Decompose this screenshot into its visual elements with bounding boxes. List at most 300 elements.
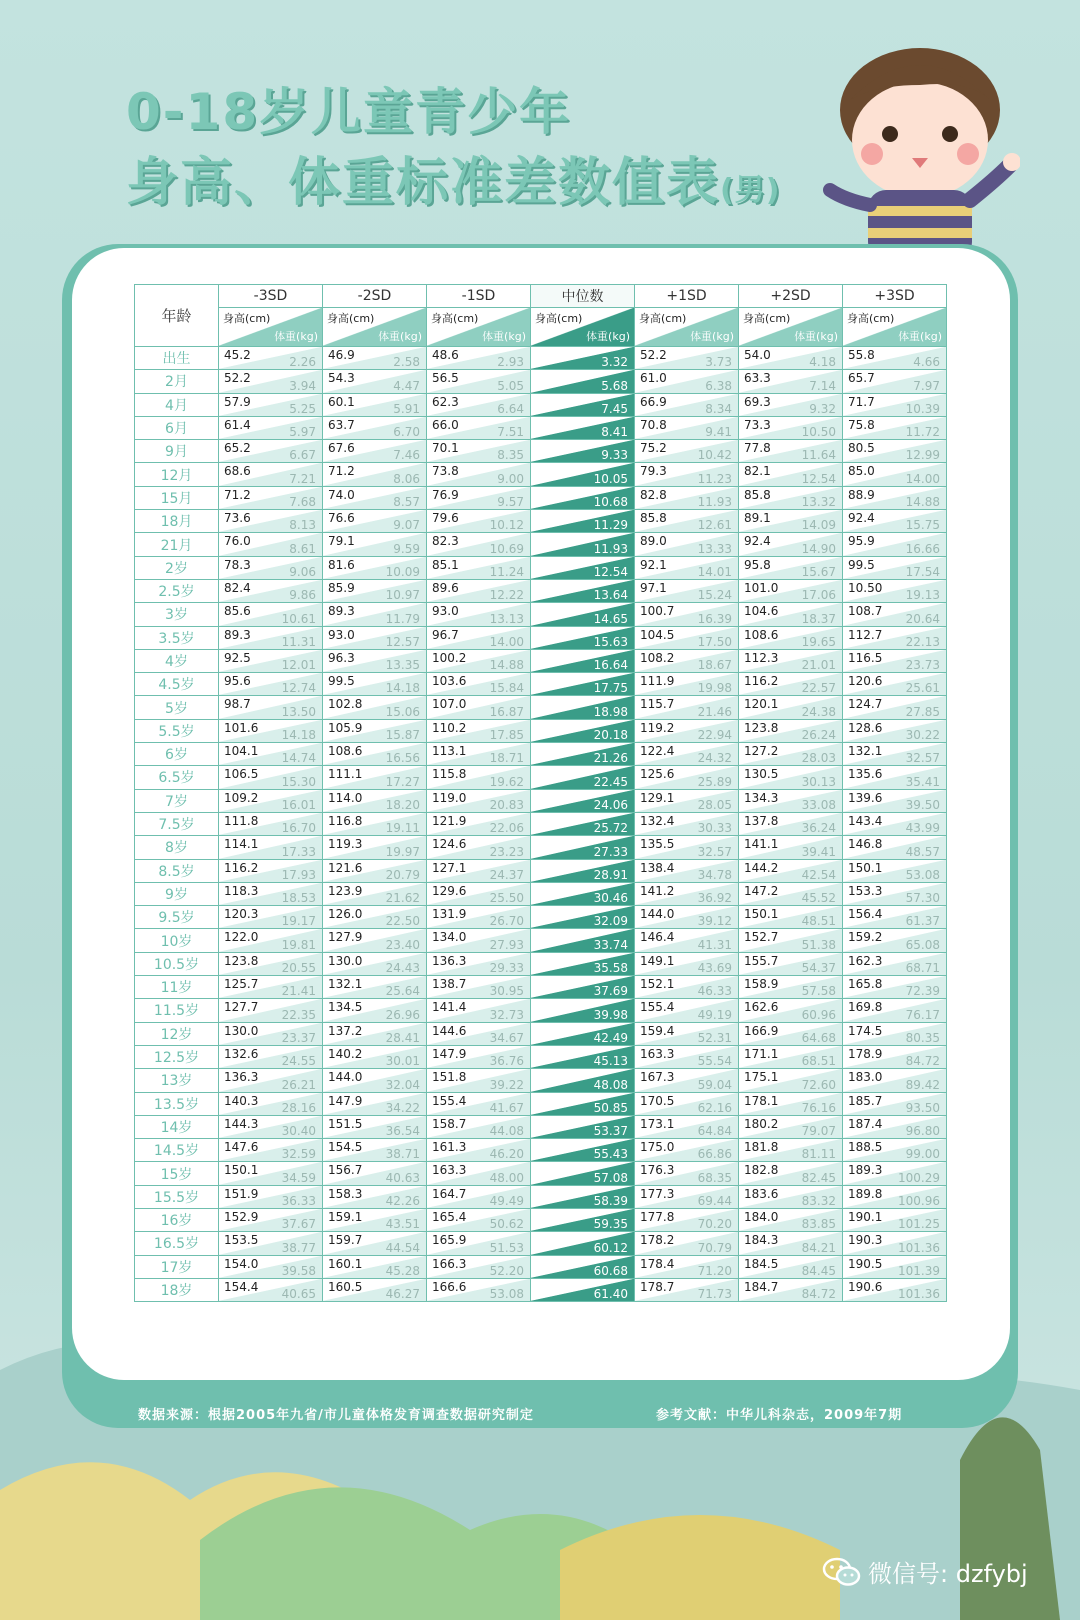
height-value: 82.3 xyxy=(432,534,459,549)
height-value: 178.2 xyxy=(640,1233,675,1248)
weight-value: 15.30 xyxy=(281,774,316,789)
weight-value: 101.36 xyxy=(898,1240,940,1255)
value-cell xyxy=(739,999,843,1022)
height-value: 174.5 xyxy=(848,1023,883,1038)
sd-header: -3SD xyxy=(219,285,323,308)
weight-value: 29.33 xyxy=(489,961,524,976)
height-value: 63.7 xyxy=(328,417,355,432)
weight-value: 8.41 xyxy=(601,425,628,440)
weight-value: 30.40 xyxy=(281,1124,316,1139)
weight-value: 36.33 xyxy=(281,1193,316,1208)
weight-value: 12.57 xyxy=(385,634,420,649)
value-cell xyxy=(219,673,323,696)
height-value: 163.0 xyxy=(536,1093,571,1108)
weight-value: 36.24 xyxy=(801,821,836,836)
value-cell xyxy=(739,579,843,602)
median-cell xyxy=(531,929,635,952)
value-cell xyxy=(739,393,843,416)
weight-value: 10.61 xyxy=(281,611,316,626)
height-value: 118.3 xyxy=(224,883,259,898)
height-value: 124.0 xyxy=(536,790,571,805)
height-value: 100.2 xyxy=(432,650,467,665)
value-cell xyxy=(427,440,531,463)
value-cell xyxy=(323,1022,427,1045)
weight-value: 34.59 xyxy=(281,1170,316,1185)
sd-header-median: 中位数 xyxy=(531,285,635,308)
weight-value: 11.72 xyxy=(905,425,940,440)
age-cell: 2月 xyxy=(135,370,219,393)
height-value: 68.4 xyxy=(536,417,563,432)
value-cell xyxy=(635,789,739,812)
median-cell xyxy=(531,976,635,999)
weight-value: 8.13 xyxy=(289,518,316,533)
value-cell xyxy=(219,1092,323,1115)
height-value: 130.0 xyxy=(536,837,571,852)
value-cell xyxy=(843,1139,947,1162)
value-cell xyxy=(635,696,739,719)
height-value: 95.8 xyxy=(744,557,771,572)
value-cell xyxy=(219,743,323,766)
height-value: 188.5 xyxy=(848,1140,883,1155)
weight-value: 42.26 xyxy=(385,1193,420,1208)
weight-value: 28.41 xyxy=(385,1030,420,1045)
table-row xyxy=(135,836,947,859)
height-value: 183.6 xyxy=(744,1186,779,1201)
height-value: 73.8 xyxy=(432,464,459,479)
height-value: 144.2 xyxy=(744,860,779,875)
height-value: 121.6 xyxy=(328,860,363,875)
weight-value: 13.13 xyxy=(489,611,524,626)
height-value: 120.6 xyxy=(848,674,883,689)
value-cell xyxy=(427,696,531,719)
height-value: 190.5 xyxy=(848,1256,883,1271)
value-cell xyxy=(219,486,323,509)
height-value: 92.4 xyxy=(744,534,771,549)
height-value: 141.4 xyxy=(432,1000,467,1015)
table-row xyxy=(135,882,947,905)
height-value: 82.1 xyxy=(744,464,771,479)
weight-value: 48.08 xyxy=(593,1077,628,1092)
age-cell: 7.5岁 xyxy=(135,812,219,835)
weight-value: 59.35 xyxy=(593,1217,628,1232)
value-cell xyxy=(739,510,843,533)
weight-value: 49.49 xyxy=(489,1193,524,1208)
weight-value: 14.01 xyxy=(697,564,732,579)
height-value: 166.3 xyxy=(432,1256,467,1271)
weight-value: 101.36 xyxy=(898,1287,940,1302)
value-cell xyxy=(323,533,427,556)
height-value: 104.5 xyxy=(640,627,675,642)
weight-value: 23.37 xyxy=(281,1030,316,1045)
weight-value: 26.96 xyxy=(385,1007,420,1022)
height-value: 115.7 xyxy=(640,697,675,712)
height-value: 114.7 xyxy=(536,720,571,735)
height-value: 160.5 xyxy=(328,1279,363,1294)
height-value: 89.1 xyxy=(744,511,771,526)
value-cell xyxy=(739,533,843,556)
height-value: 65.7 xyxy=(848,371,875,386)
median-cell xyxy=(531,393,635,416)
weight-value: 16.70 xyxy=(281,821,316,836)
value-cell xyxy=(219,1208,323,1231)
value-cell xyxy=(635,1208,739,1231)
value-cell xyxy=(427,1045,531,1068)
weight-value: 42.49 xyxy=(593,1030,628,1045)
value-cell xyxy=(739,603,843,626)
value-cell xyxy=(219,603,323,626)
height-value: 58.7 xyxy=(536,371,563,386)
value-cell xyxy=(427,393,531,416)
weight-value: 52.20 xyxy=(489,1263,524,1278)
weight-value: 53.08 xyxy=(489,1287,524,1302)
weight-value: 21.62 xyxy=(385,891,420,906)
age-cell: 9.5岁 xyxy=(135,906,219,929)
weight-value: 8.35 xyxy=(497,448,524,463)
weight-value: 5.05 xyxy=(497,378,524,393)
height-value: 154.4 xyxy=(224,1279,259,1294)
weight-value: 27.93 xyxy=(489,937,524,952)
subheader-weight-label: 体重(kg) xyxy=(482,330,526,343)
weight-value: 48.57 xyxy=(905,844,940,859)
value-cell xyxy=(219,906,323,929)
height-value: 120.3 xyxy=(224,907,259,922)
value-cell xyxy=(635,1185,739,1208)
height-value: 178.9 xyxy=(848,1046,883,1061)
value-cell xyxy=(219,347,323,370)
weight-value: 25.50 xyxy=(489,891,524,906)
median-cell xyxy=(531,952,635,975)
weight-value: 38.77 xyxy=(281,1240,316,1255)
height-value: 159.7 xyxy=(328,1233,363,1248)
height-value: 93.0 xyxy=(328,627,355,642)
height-value: 154.0 xyxy=(224,1256,259,1271)
wechat-watermark xyxy=(822,1554,1052,1588)
height-value: 68.6 xyxy=(224,464,251,479)
median-cell xyxy=(531,1278,635,1301)
wechat-id: 微信号: dzfybj xyxy=(868,1560,1028,1588)
weight-value: 44.54 xyxy=(385,1240,420,1255)
height-value: 153.5 xyxy=(224,1233,259,1248)
height-value: 65.2 xyxy=(224,441,251,456)
height-value: 154.5 xyxy=(328,1140,363,1155)
weight-value: 59.04 xyxy=(697,1077,732,1092)
weight-value: 19.17 xyxy=(281,914,316,929)
weight-value: 32.57 xyxy=(905,751,940,766)
value-cell xyxy=(843,626,947,649)
weight-value: 10.68 xyxy=(593,495,628,510)
weight-value: 20.83 xyxy=(489,797,524,812)
value-cell xyxy=(843,1115,947,1138)
value-cell xyxy=(739,440,843,463)
weight-value: 14.88 xyxy=(905,495,940,510)
height-value: 69.3 xyxy=(744,394,771,409)
value-cell xyxy=(739,649,843,672)
height-value: 132.4 xyxy=(640,813,675,828)
weight-value: 9.07 xyxy=(393,518,420,533)
height-value: 116.2 xyxy=(744,674,779,689)
value-cell xyxy=(635,347,739,370)
value-cell xyxy=(635,976,739,999)
weight-value: 53.08 xyxy=(905,867,940,882)
weight-value: 57.30 xyxy=(905,891,940,906)
weight-value: 45.28 xyxy=(385,1263,420,1278)
weight-value: 10.69 xyxy=(489,541,524,556)
height-value: 111.1 xyxy=(328,767,363,782)
height-value: 140.2 xyxy=(536,930,571,945)
value-cell xyxy=(427,1185,531,1208)
value-cell xyxy=(427,626,531,649)
value-cell xyxy=(843,416,947,439)
height-value: 147.9 xyxy=(328,1093,363,1108)
height-value: 123.8 xyxy=(224,953,259,968)
height-value: 54.3 xyxy=(328,371,355,386)
value-cell xyxy=(635,929,739,952)
height-value: 175.1 xyxy=(744,1070,779,1085)
table-row xyxy=(135,743,947,766)
age-cell: 出生 xyxy=(135,347,219,370)
height-value: 167.3 xyxy=(640,1070,675,1085)
value-cell xyxy=(427,579,531,602)
weight-value: 3.73 xyxy=(705,355,732,370)
weight-value: 8.57 xyxy=(393,495,420,510)
page-title xyxy=(126,82,780,224)
subheader-cell xyxy=(219,308,323,347)
weight-value: 9.86 xyxy=(289,588,316,603)
height-value: 148.4 xyxy=(536,1000,571,1015)
age-cell: 6.5岁 xyxy=(135,766,219,789)
weight-value: 30.33 xyxy=(697,821,732,836)
height-value: 97.1 xyxy=(640,580,667,595)
height-value: 140.2 xyxy=(328,1046,363,1061)
height-value: 79.3 xyxy=(640,464,667,479)
median-cell xyxy=(531,416,635,439)
value-cell xyxy=(427,1208,531,1231)
value-cell xyxy=(427,510,531,533)
value-cell xyxy=(843,1162,947,1185)
weight-value: 50.62 xyxy=(489,1217,524,1232)
weight-value: 22.13 xyxy=(905,634,940,649)
weight-value: 71.20 xyxy=(697,1263,732,1278)
value-cell xyxy=(635,556,739,579)
weight-value: 20.18 xyxy=(593,728,628,743)
subheader-weight-label: 体重(kg) xyxy=(794,330,838,343)
weight-value: 4.66 xyxy=(913,355,940,370)
sd-header: -2SD xyxy=(323,285,427,308)
height-value: 117.7 xyxy=(536,744,571,759)
height-value: 114.0 xyxy=(328,790,363,805)
weight-value: 70.79 xyxy=(697,1240,732,1255)
value-cell xyxy=(323,743,427,766)
weight-value: 53.37 xyxy=(593,1124,628,1139)
height-value: 92.5 xyxy=(224,650,251,665)
median-cell xyxy=(531,533,635,556)
subheader-weight-label: 体重(kg) xyxy=(690,330,734,343)
weight-value: 16.66 xyxy=(905,541,940,556)
height-value: 79.6 xyxy=(432,511,459,526)
value-cell xyxy=(739,882,843,905)
height-value: 126.0 xyxy=(328,907,363,922)
weight-value: 84.72 xyxy=(801,1287,836,1302)
weight-value: 13.50 xyxy=(281,704,316,719)
weight-value: 37.67 xyxy=(281,1217,316,1232)
value-cell xyxy=(739,673,843,696)
weight-value: 8.06 xyxy=(393,471,420,486)
height-value: 135.5 xyxy=(640,837,675,852)
value-cell xyxy=(635,626,739,649)
weight-value: 5.91 xyxy=(393,401,420,416)
value-cell xyxy=(635,1022,739,1045)
height-value: 162.6 xyxy=(744,1000,779,1015)
weight-value: 28.91 xyxy=(593,867,628,882)
value-cell xyxy=(323,952,427,975)
median-cell xyxy=(531,649,635,672)
height-value: 119.2 xyxy=(640,720,675,735)
value-cell xyxy=(843,533,947,556)
height-value: 176.3 xyxy=(640,1163,675,1178)
weight-value: 18.20 xyxy=(385,797,420,812)
value-cell xyxy=(635,906,739,929)
value-cell xyxy=(427,789,531,812)
subheader-cell xyxy=(739,308,843,347)
weight-value: 37.69 xyxy=(593,984,628,999)
value-cell xyxy=(427,976,531,999)
height-value: 107.0 xyxy=(432,697,467,712)
height-value: 151.9 xyxy=(224,1186,259,1201)
value-cell xyxy=(427,1022,531,1045)
value-cell xyxy=(739,836,843,859)
value-cell xyxy=(219,766,323,789)
value-cell xyxy=(739,1278,843,1301)
value-cell xyxy=(843,789,947,812)
height-value: 141.1 xyxy=(744,837,779,852)
table-row xyxy=(135,626,947,649)
age-cell: 8.5岁 xyxy=(135,859,219,882)
value-cell xyxy=(219,1232,323,1255)
age-header: 年龄 xyxy=(135,285,219,347)
value-cell xyxy=(635,579,739,602)
weight-value: 9.00 xyxy=(497,471,524,486)
value-cell xyxy=(843,906,947,929)
height-value: 132.1 xyxy=(328,977,363,992)
value-cell xyxy=(323,929,427,952)
value-cell xyxy=(323,812,427,835)
table-body xyxy=(135,347,947,1302)
height-value: 116.2 xyxy=(224,860,259,875)
height-value: 189.3 xyxy=(848,1163,883,1178)
value-cell xyxy=(323,1232,427,1255)
height-value: 160.1 xyxy=(328,1256,363,1271)
height-value: 77.8 xyxy=(744,441,771,456)
weight-value: 15.06 xyxy=(385,704,420,719)
age-cell: 11.5岁 xyxy=(135,999,219,1022)
weight-value: 17.75 xyxy=(593,681,628,696)
table-row xyxy=(135,906,947,929)
height-value: 124.6 xyxy=(432,837,467,852)
value-cell xyxy=(323,1255,427,1278)
height-value: 109.2 xyxy=(224,790,259,805)
height-value: 141.2 xyxy=(640,883,675,898)
sd-header: -1SD xyxy=(427,285,531,308)
weight-value: 17.27 xyxy=(385,774,420,789)
value-cell xyxy=(427,859,531,882)
sd-header: +3SD xyxy=(843,285,947,308)
height-value: 173.1 xyxy=(640,1116,675,1131)
height-value: 132.7 xyxy=(536,860,571,875)
median-cell xyxy=(531,789,635,812)
value-cell xyxy=(635,1232,739,1255)
value-cell xyxy=(219,510,323,533)
height-value: 111.3 xyxy=(536,697,571,712)
value-cell xyxy=(219,1022,323,1045)
title-line-1: 0-18岁儿童青少年 xyxy=(126,83,572,141)
value-cell xyxy=(427,370,531,393)
weight-value: 34.22 xyxy=(385,1100,420,1115)
table-row xyxy=(135,579,947,602)
height-value: 137.8 xyxy=(744,813,779,828)
height-value: 152.9 xyxy=(224,1209,259,1224)
height-value: 89.3 xyxy=(328,604,355,619)
weight-value: 61.37 xyxy=(905,914,940,929)
height-value: 108.2 xyxy=(640,650,675,665)
value-cell xyxy=(427,649,531,672)
weight-value: 21.26 xyxy=(593,751,628,766)
value-cell xyxy=(843,696,947,719)
height-value: 184.7 xyxy=(744,1279,779,1294)
height-value: 155.7 xyxy=(744,953,779,968)
height-value: 66.0 xyxy=(432,417,459,432)
value-cell xyxy=(739,743,843,766)
median-cell xyxy=(531,836,635,859)
value-cell xyxy=(739,1092,843,1115)
height-value: 134.0 xyxy=(432,930,467,945)
height-value: 180.2 xyxy=(744,1116,779,1131)
value-cell xyxy=(427,556,531,579)
height-value: 48.6 xyxy=(432,348,459,362)
weight-value: 10.50 xyxy=(801,425,836,440)
height-value: 57.9 xyxy=(224,394,251,409)
weight-value: 11.29 xyxy=(593,518,628,533)
weight-value: 14.00 xyxy=(905,471,940,486)
weight-value: 32.04 xyxy=(385,1077,420,1092)
weight-value: 39.58 xyxy=(281,1263,316,1278)
weight-value: 64.68 xyxy=(801,1030,836,1045)
height-value: 136.3 xyxy=(224,1070,259,1085)
value-cell xyxy=(323,579,427,602)
weight-value: 24.06 xyxy=(593,797,628,812)
table-row xyxy=(135,1185,947,1208)
table-row xyxy=(135,1069,947,1092)
height-value: 163.3 xyxy=(640,1046,675,1061)
weight-value: 30.95 xyxy=(489,984,524,999)
weight-value: 22.35 xyxy=(281,1007,316,1022)
value-cell xyxy=(739,347,843,370)
weight-value: 36.76 xyxy=(489,1054,524,1069)
value-cell xyxy=(219,789,323,812)
weight-value: 9.57 xyxy=(497,495,524,510)
weight-value: 71.73 xyxy=(697,1287,732,1302)
value-cell xyxy=(635,510,739,533)
title-line-2-text: 身高、体重标准差数值表 xyxy=(126,153,721,213)
weight-value: 11.31 xyxy=(281,634,316,649)
weight-value: 72.39 xyxy=(905,984,940,999)
subheader-height-label: 身高(cm) xyxy=(847,312,895,325)
value-cell xyxy=(219,1045,323,1068)
weight-value: 11.79 xyxy=(385,611,420,626)
weight-value: 21.01 xyxy=(801,658,836,673)
weight-value: 21.46 xyxy=(697,704,732,719)
height-value: 124.7 xyxy=(848,697,883,712)
height-value: 63.3 xyxy=(744,371,771,386)
